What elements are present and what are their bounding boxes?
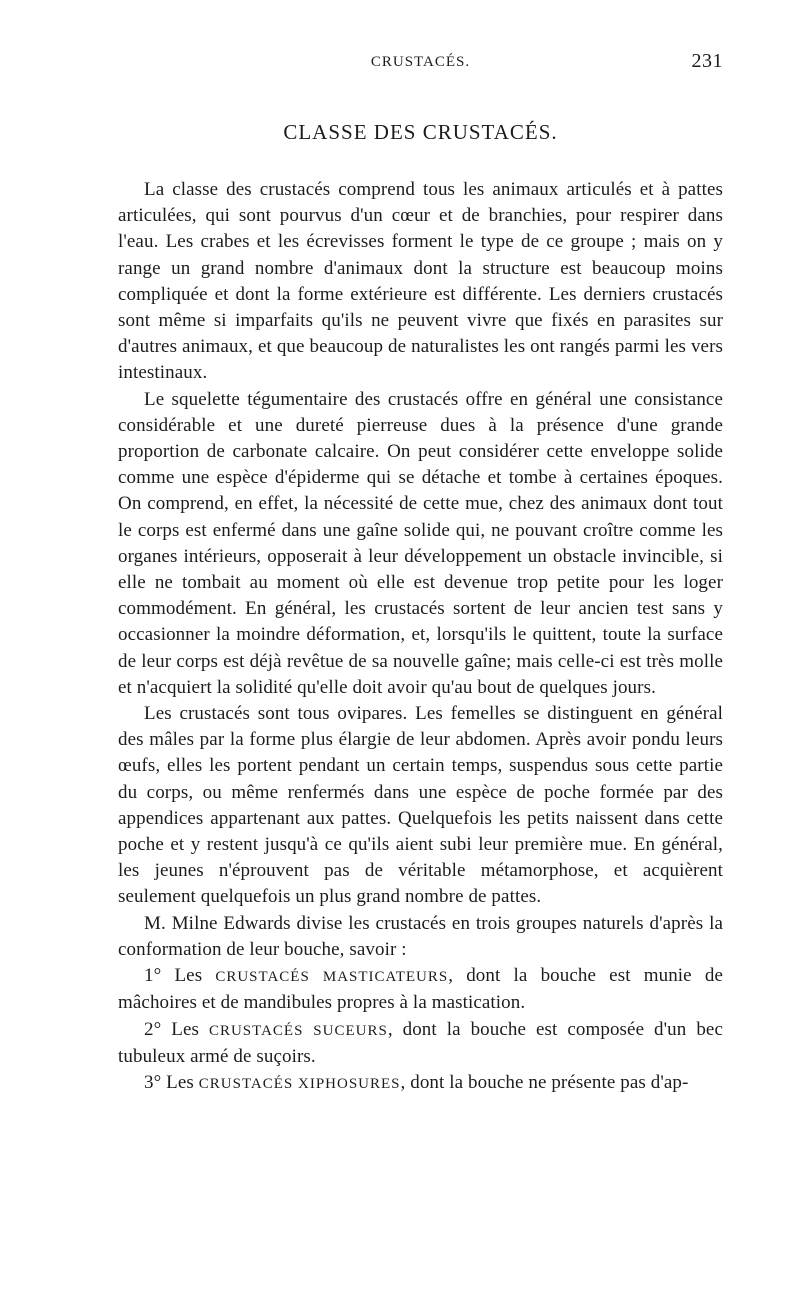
group-name: CRUSTACÉS XIPHOSURES [198, 1075, 401, 1092]
paragraph-classification: M. Milne Edwards divise les crustacés en trois groupes naturels d'après la conformation de leur bouche, savoir : [118, 912, 723, 960]
group-description: , dont la bouche est munie de mâchoires et de mandibules propres à la mastication. [118, 965, 723, 1014]
group-description: , dont la bouche est composée d'un bec tubuleux armé de suçoirs. [118, 1018, 723, 1067]
group-item-masticateurs [118, 963, 723, 1016]
group-pre: Les [174, 965, 216, 987]
section-title: CLASSE DES CRUSTACÉS. [283, 120, 558, 144]
running-head [118, 48, 723, 78]
page-number: 231 [691, 50, 723, 72]
group-number: 3° [144, 1071, 162, 1093]
body-text [118, 177, 723, 1097]
group-name: CRUSTACÉS MASTICATEURS [215, 969, 449, 986]
group-name: CRUSTACÉS SUCEURS [208, 1022, 388, 1039]
paragraph-definition: La classe des crustacés comprend tous les animaux articulés et à pattes articulées, qui sont pourvus d'un cœur et de branchies, pour respirer dans l'eau. Les crabes et les écrevisses forment le type de ce groupe ; mais on y range un grand nombre d'animaux dont la structure est beaucoup moins compliquée et dont la forme extérieure est différente. Les derniers crustacés sont même si imparfaits qu'ils ne peuvent vivre que fixés en parasites sur d'autres animaux, et que beaucoup de naturalistes les ont rangés parmi les vers intestinaux. [118, 179, 723, 384]
group-number: 1° [144, 965, 162, 987]
paragraph-reproduction: Les crustacés sont tous ovipares. Les femelles se distinguent en général des mâles par la forme plus élargie de leur abdomen. Après avoir pondu leurs œufs, elles les portent pendant un certain temps, suspendus sous cette partie du corps, ou même renfermés dans une espèce de poche formée par des appendices appartenant aux pattes. Quelquefois les petits naissent dans cette poche et y restent jusqu'à ce qu'ils aient subi leur première mue. En général, les jeunes n'éprouvent pas de véritable métamorphose, et acquièrent seulement quelquefois un plus grand nombre de pattes. [118, 703, 723, 908]
group-description: , dont la bouche ne présente pas d'ap- [400, 1071, 689, 1093]
paragraph-skeleton: Le squelette tégumentaire des crustacés offre en général une consistance considérable et une dureté pierreuse dues à la présence d'une grande proportion de carbonate calcaire. On peut considérer cette enveloppe solide comme une espèce d'épiderme qui se détache et tombe à certaines époques. On comprend, en effet, la nécessité de cette mue, chez des animaux dont tout le corps est enfermé dans une gaîne solide qui, ne pouvant croître comme les organes intérieurs, opposerait à leur développement un obstacle invincible, si elle ne tombait au moment où elle est devenue trop petite pour les loger commodément. En général, les crustacés sortent de leur ancien test sans y occasionner la moindre déformation, et, lorsqu'ils le quittent, toute la surface de leur corps est déjà revêtue de sa nouvelle gaîne; mais celle-ci est très molle et n'acquiert la solidité qu'elle doit avoir qu'au bout de quelques jours. [118, 388, 723, 698]
running-title: CRUSTACÉS. [370, 54, 471, 70]
group-pre: Les [166, 1071, 199, 1093]
book-page [118, 48, 723, 1097]
group-item-xiphosures [118, 1070, 723, 1097]
group-number: 2° [144, 1018, 162, 1040]
group-item-suceurs [118, 1017, 723, 1070]
group-pre: Les [171, 1018, 209, 1040]
